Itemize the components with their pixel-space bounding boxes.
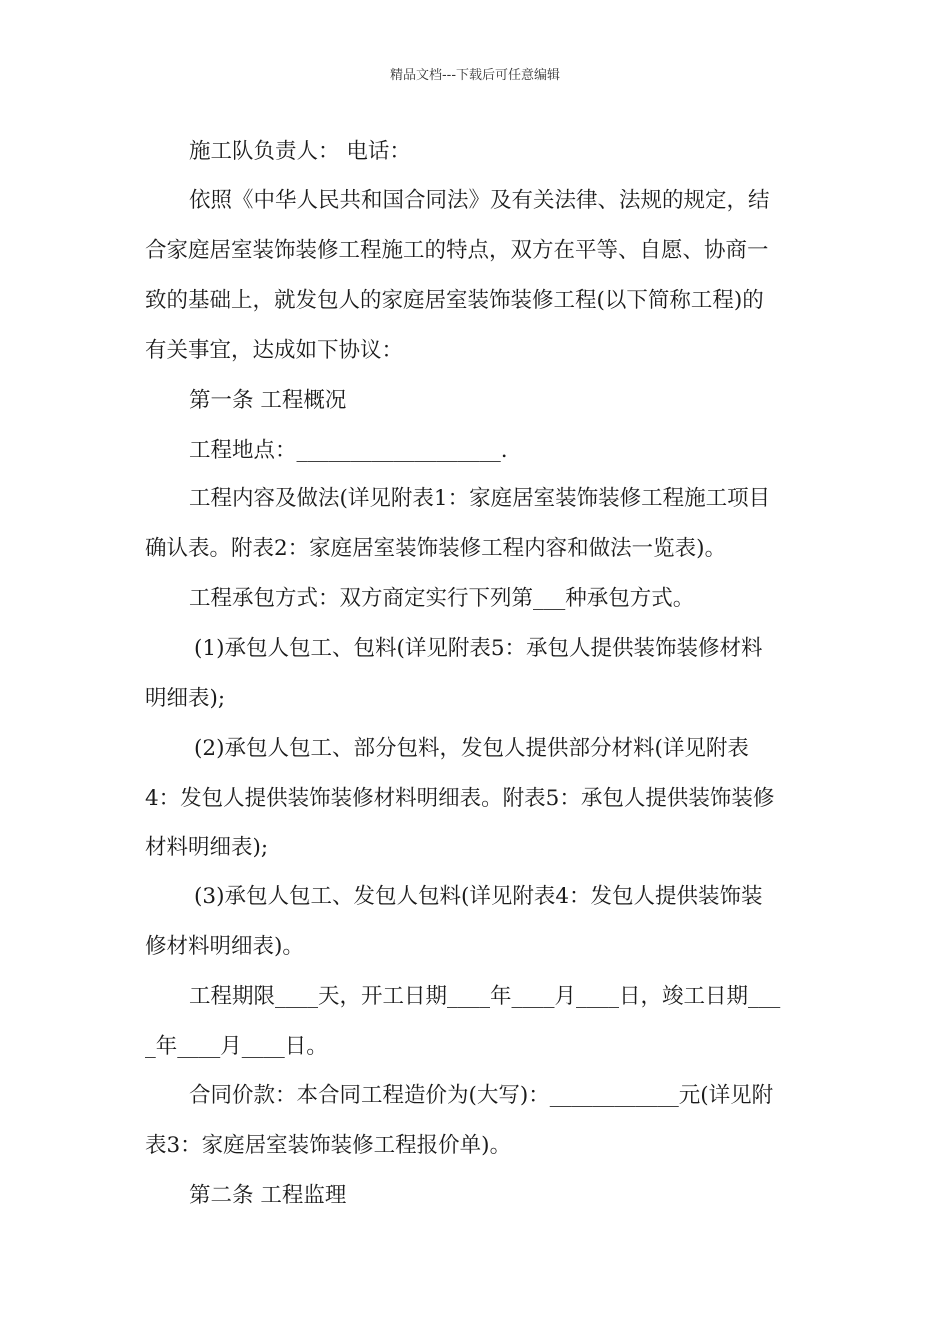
- text-line: 工程内容及做法(详见附表1：家庭居室装饰装修工程施工项目: [189, 486, 771, 511]
- text-line: 合家庭居室装饰装修工程施工的特点，双方在平等、自愿、协商一: [145, 238, 769, 263]
- text-line: 工程承包方式：双方商定实行下列第___种承包方式。: [189, 586, 695, 611]
- text-line: (2)承包人包工、部分包料，发包人提供部分材料(详见附表: [194, 736, 749, 761]
- text-line: 工程地点：___________________.: [189, 438, 508, 463]
- text-line: 明细表);: [145, 686, 226, 711]
- text-line: _年____月____日。: [145, 1034, 328, 1059]
- text-line: 施工队负责人： 电话：: [189, 139, 411, 164]
- text-line: 修材料明细表)。: [145, 934, 304, 959]
- text-line: 致的基础上，就发包人的家庭居室装饰装修工程(以下简称工程)的: [145, 288, 764, 313]
- text-line: 表3：家庭居室装饰装修工程报价单)。: [145, 1133, 512, 1158]
- section-heading: 第二条 工程监理: [189, 1183, 347, 1208]
- section-heading: 第一条 工程概况: [189, 388, 347, 413]
- text-line: (3)承包人包工、发包人包料(详见附表4：发包人提供装饰装: [194, 884, 763, 909]
- text-line: 依照《中华人民共和国合同法》及有关法律、法规的规定，结: [189, 188, 770, 213]
- text-line: 4：发包人提供装饰装修材料明细表。附表5：承包人提供装饰装修: [145, 786, 775, 811]
- text-line: 确认表。附表2：家庭居室装饰装修工程内容和做法一览表)。: [145, 536, 727, 561]
- text-line: 材料明细表);: [145, 835, 269, 860]
- text-line: 有关事宜，达成如下协议：: [145, 338, 404, 363]
- page-header: 精品文档---下载后可任意编辑: [389, 68, 561, 83]
- text-line: 合同价款：本合同工程造价为(大写)：____________元(详见附: [189, 1083, 774, 1108]
- text-line: 工程期限____天，开工日期____年____月____日，竣工日期___: [189, 984, 781, 1009]
- text-line: (1)承包人包工、包料(详见附表5：承包人提供装饰装修材料: [194, 636, 763, 661]
